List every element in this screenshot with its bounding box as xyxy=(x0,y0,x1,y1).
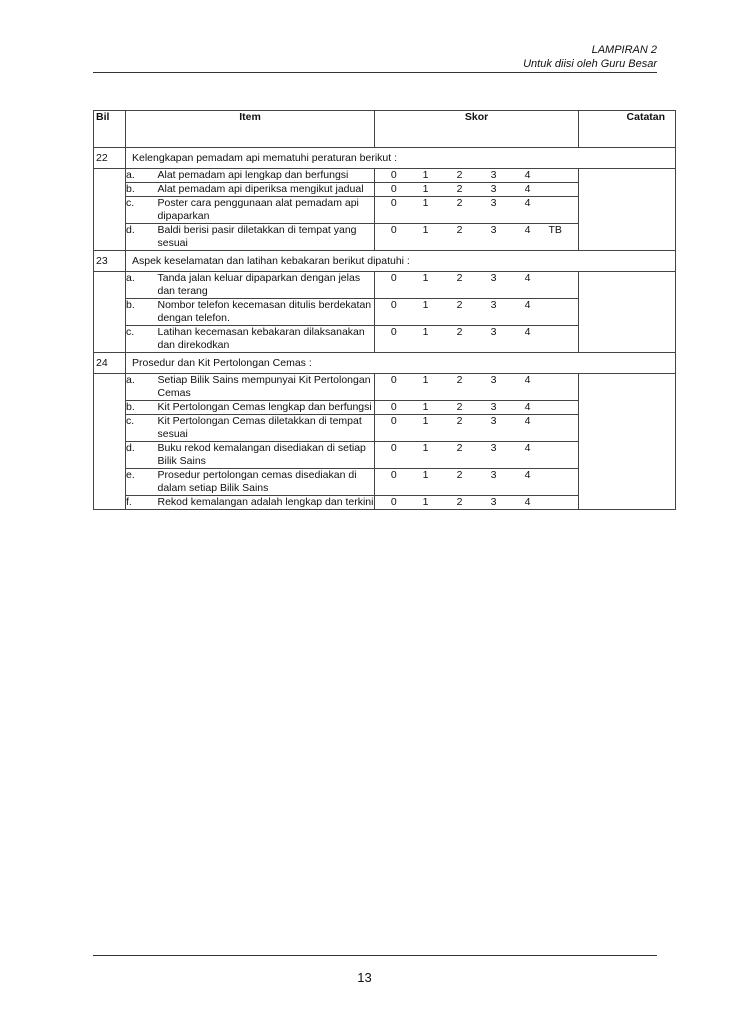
score-option-3[interactable]: 3 xyxy=(477,197,511,224)
score-option-1[interactable]: 1 xyxy=(409,496,443,510)
bil-cell xyxy=(94,224,126,251)
catatan-cell[interactable] xyxy=(579,401,676,415)
catatan-cell[interactable] xyxy=(579,197,676,224)
item-letter: c. xyxy=(126,415,158,442)
catatan-cell[interactable] xyxy=(579,169,676,183)
section-row xyxy=(94,251,676,272)
item-text: Prosedur pertolongan cemas disediakan di dalam setiap Bilik Sains xyxy=(158,469,375,496)
score-option-3[interactable]: 3 xyxy=(477,401,511,415)
score-option-3[interactable]: 3 xyxy=(477,169,511,183)
section-row xyxy=(94,353,676,374)
score-option-1[interactable]: 1 xyxy=(409,442,443,469)
section-title: Prosedur dan Kit Pertolongan Cemas : xyxy=(126,353,676,374)
score-option-tb xyxy=(545,496,579,510)
item-row xyxy=(94,272,676,299)
bil-cell xyxy=(94,415,126,442)
item-letter: c. xyxy=(126,197,158,224)
item-text: Alat pemadam api diperiksa mengikut jadual xyxy=(158,183,375,197)
section-title: Kelengkapan pemadam api mematuhi peraturan berikut : xyxy=(126,148,676,169)
score-option-0[interactable]: 0 xyxy=(375,169,409,183)
score-option-1[interactable]: 1 xyxy=(409,169,443,183)
score-option-0[interactable]: 0 xyxy=(375,401,409,415)
score-option-3[interactable]: 3 xyxy=(477,224,511,251)
score-option-3[interactable]: 3 xyxy=(477,496,511,510)
catatan-cell[interactable] xyxy=(579,469,676,496)
catatan-cell[interactable] xyxy=(579,183,676,197)
column-header-item: Item xyxy=(126,111,375,148)
item-text: Rekod kemalangan adalah lengkap dan terkini xyxy=(157,496,374,508)
score-option-2[interactable]: 2 xyxy=(443,169,477,183)
table-header-row xyxy=(94,111,676,148)
score-option-2[interactable]: 2 xyxy=(443,272,477,299)
score-option-tb xyxy=(545,299,579,326)
section-number: 23 xyxy=(94,251,126,272)
item-letter: a. xyxy=(126,272,158,299)
item-row xyxy=(94,197,676,224)
score-option-2[interactable]: 2 xyxy=(443,183,477,197)
checklist-table xyxy=(93,110,676,510)
catatan-cell[interactable] xyxy=(579,374,676,401)
score-option-4[interactable]: 4 xyxy=(511,442,545,469)
item-letter: e. xyxy=(126,469,158,496)
bil-cell xyxy=(94,197,126,224)
item-row xyxy=(94,299,676,326)
section-number: 22 xyxy=(94,148,126,169)
item-text: Tanda jalan keluar dipaparkan dengan jelas dan terang xyxy=(158,272,375,299)
item-row xyxy=(94,374,676,401)
score-option-3[interactable]: 3 xyxy=(477,299,511,326)
score-option-2[interactable]: 2 xyxy=(443,299,477,326)
score-option-2[interactable]: 2 xyxy=(443,496,477,510)
score-option-4[interactable]: 4 xyxy=(511,272,545,299)
item-letter: a. xyxy=(126,374,158,401)
item-row xyxy=(94,183,676,197)
score-option-0[interactable]: 0 xyxy=(375,442,409,469)
score-option-1[interactable]: 1 xyxy=(409,374,443,401)
item-letter: b. xyxy=(126,401,158,415)
item-row xyxy=(94,401,676,415)
bil-cell xyxy=(94,169,126,183)
header-divider xyxy=(93,72,657,73)
score-option-3[interactable]: 3 xyxy=(477,415,511,442)
item-letter: c. xyxy=(126,326,158,353)
score-option-tb xyxy=(545,374,579,401)
item-text: Poster cara penggunaan alat pemadam api dipaparkan xyxy=(158,197,375,224)
score-option-2[interactable]: 2 xyxy=(443,224,477,251)
score-option-4[interactable]: 4 xyxy=(511,326,545,353)
score-option-tb xyxy=(545,469,579,496)
footer-divider xyxy=(93,955,657,956)
score-option-0[interactable]: 0 xyxy=(375,224,409,251)
catatan-cell[interactable] xyxy=(579,224,676,251)
catatan-cell[interactable] xyxy=(579,496,676,510)
catatan-cell[interactable] xyxy=(579,272,676,299)
appendix-label: LAMPIRAN 2 xyxy=(591,44,657,56)
item-row xyxy=(94,496,676,510)
score-option-1[interactable]: 1 xyxy=(409,326,443,353)
score-option-3[interactable]: 3 xyxy=(477,469,511,496)
score-option-1[interactable]: 1 xyxy=(409,415,443,442)
score-option-1[interactable]: 1 xyxy=(409,197,443,224)
bil-cell xyxy=(94,374,126,401)
table-body xyxy=(94,148,676,510)
score-option-0[interactable]: 0 xyxy=(375,183,409,197)
score-option-1[interactable]: 1 xyxy=(409,469,443,496)
score-option-1[interactable]: 1 xyxy=(409,183,443,197)
score-option-2[interactable]: 2 xyxy=(443,401,477,415)
catatan-cell[interactable] xyxy=(579,326,676,353)
score-option-1[interactable]: 1 xyxy=(409,299,443,326)
item-text: Nombor telefon kecemasan ditulis berdekatan dengan telefon. xyxy=(158,299,375,326)
bil-cell xyxy=(94,272,126,299)
column-header-catatan: Catatan xyxy=(579,111,676,148)
score-option-0[interactable]: 0 xyxy=(375,469,409,496)
page-number: 13 xyxy=(357,970,372,985)
catatan-cell[interactable] xyxy=(579,299,676,326)
catatan-cell[interactable] xyxy=(579,442,676,469)
section-row xyxy=(94,148,676,169)
item-text: Buku rekod kemalangan disediakan di setiap Bilik Sains xyxy=(158,442,375,469)
score-option-0[interactable]: 0 xyxy=(375,374,409,401)
item-text: Alat pemadam api lengkap dan berfungsi xyxy=(158,169,375,183)
score-option-tb xyxy=(545,401,579,415)
item-text: Kit Pertolongan Cemas lengkap dan berfungsi xyxy=(158,401,375,415)
score-option-4[interactable]: 4 xyxy=(511,169,545,183)
appendix-subtitle: Untuk diisi oleh Guru Besar xyxy=(523,58,657,70)
score-option-2[interactable]: 2 xyxy=(443,197,477,224)
score-option-2[interactable]: 2 xyxy=(443,469,477,496)
score-option-2[interactable]: 2 xyxy=(443,326,477,353)
score-option-tb xyxy=(545,442,579,469)
score-option-0[interactable]: 0 xyxy=(375,272,409,299)
catatan-cell[interactable] xyxy=(579,415,676,442)
score-option-3[interactable]: 3 xyxy=(477,183,511,197)
score-option-tb xyxy=(545,415,579,442)
section-title: Aspek keselamatan dan latihan kebakaran berikut dipatuhi : xyxy=(126,251,676,272)
score-option-tb xyxy=(545,183,579,197)
column-header-skor: Skor xyxy=(375,111,579,148)
item-row xyxy=(94,224,676,251)
item-letter: f. xyxy=(126,496,158,510)
score-option-tb xyxy=(545,272,579,299)
score-option-0[interactable]: 0 xyxy=(375,496,409,510)
score-option-0[interactable]: 0 xyxy=(375,197,409,224)
item-row xyxy=(94,169,676,183)
bil-cell xyxy=(94,442,126,469)
score-option-1[interactable]: 1 xyxy=(409,224,443,251)
item-letter: d. xyxy=(126,442,158,469)
item-letter: d. xyxy=(126,224,158,251)
section-number: 24 xyxy=(94,353,126,374)
score-option-2[interactable]: 2 xyxy=(443,374,477,401)
score-option-tb[interactable]: TB xyxy=(545,224,579,251)
score-option-1[interactable]: 1 xyxy=(409,401,443,415)
score-option-4[interactable]: 4 xyxy=(511,299,545,326)
bil-cell xyxy=(94,183,126,197)
score-option-2[interactable]: 2 xyxy=(443,442,477,469)
score-option-0[interactable]: 0 xyxy=(375,326,409,353)
item-letter: b. xyxy=(126,183,158,197)
score-option-1[interactable]: 1 xyxy=(409,272,443,299)
score-option-tb xyxy=(545,326,579,353)
item-row xyxy=(94,415,676,442)
score-option-4[interactable]: 4 xyxy=(511,197,545,224)
column-header-bil: Bil xyxy=(94,111,126,148)
score-option-tb xyxy=(545,197,579,224)
score-option-4[interactable]: 4 xyxy=(511,496,545,510)
bil-cell xyxy=(94,299,126,326)
score-option-3[interactable]: 3 xyxy=(477,442,511,469)
score-option-tb xyxy=(545,169,579,183)
bil-cell xyxy=(94,469,126,496)
item-row xyxy=(94,326,676,353)
score-option-4[interactable]: 4 xyxy=(511,469,545,496)
item-letter: b. xyxy=(126,299,158,326)
bil-cell xyxy=(94,401,126,415)
item-row xyxy=(94,442,676,469)
score-option-3[interactable]: 3 xyxy=(477,272,511,299)
score-option-3[interactable]: 3 xyxy=(477,326,511,353)
score-option-4[interactable]: 4 xyxy=(511,183,545,197)
score-option-4[interactable]: 4 xyxy=(511,415,545,442)
score-option-2[interactable]: 2 xyxy=(443,415,477,442)
score-option-0[interactable]: 0 xyxy=(375,299,409,326)
score-option-4[interactable]: 4 xyxy=(511,374,545,401)
item-row xyxy=(94,469,676,496)
score-option-4[interactable]: 4 xyxy=(511,401,545,415)
item-text: Baldi berisi pasir diletakkan di tempat yang sesuai xyxy=(158,224,375,251)
item-text: Kit Pertolongan Cemas diletakkan di tempat sesuai xyxy=(158,415,375,442)
score-option-0[interactable]: 0 xyxy=(375,415,409,442)
bil-cell xyxy=(94,496,126,510)
item-text: Latihan kecemasan kebakaran dilaksanakan dan direkodkan xyxy=(158,326,375,353)
score-option-3[interactable]: 3 xyxy=(477,374,511,401)
score-option-4[interactable]: 4 xyxy=(511,224,545,251)
bil-cell xyxy=(94,326,126,353)
item-letter: a. xyxy=(126,169,158,183)
item-text: Setiap Bilik Sains mempunyai Kit Pertolongan Cemas xyxy=(158,374,375,401)
